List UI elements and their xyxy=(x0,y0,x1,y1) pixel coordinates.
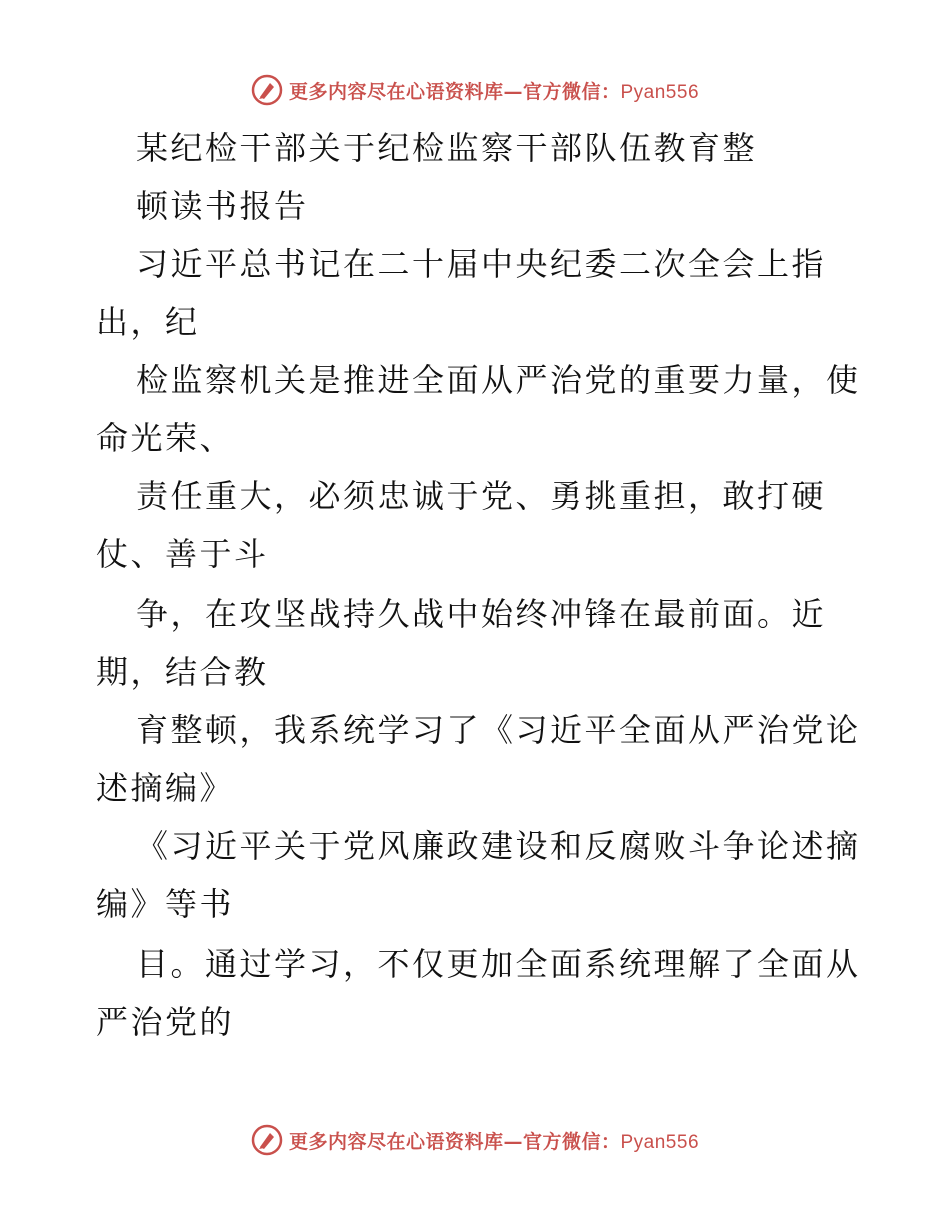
header-wechat-id: Pyan556 xyxy=(620,81,700,103)
paragraph-line: 述摘编》 xyxy=(96,769,235,807)
paragraph-line: 争，在攻坚战持久战中始终冲锋在最前面。近 xyxy=(136,595,827,633)
paragraph-line: 目。通过学习，不仅更加全面系统理解了全面从 xyxy=(136,945,861,983)
paragraph-line: 期，结合教 xyxy=(96,653,269,691)
pen-nib-seal-icon xyxy=(251,74,283,106)
title-line-1: 某纪检干部关于纪检监察干部队伍教育整 xyxy=(136,129,758,167)
paragraph-line: 习近平总书记在二十届中央纪委二次全会上指 xyxy=(136,245,827,283)
paragraph-line: 命光荣、 xyxy=(96,419,235,457)
title-line-2: 顿读书报告 xyxy=(136,187,309,225)
paragraph-line: 出，纪 xyxy=(96,303,200,341)
paragraph-line: 仗、善于斗 xyxy=(96,535,269,573)
header-banner xyxy=(0,70,950,110)
footer-wechat-id: Pyan556 xyxy=(620,1131,700,1153)
paragraph-line: 编》等书 xyxy=(96,885,235,923)
paragraph-line: 《习近平关于党风廉政建设和反腐败斗争论述摘 xyxy=(136,827,861,865)
paragraph-line: 育整顿，我系统学习了《习近平全面从严治党论 xyxy=(136,711,861,749)
pen-nib-seal-icon xyxy=(251,1124,283,1156)
paragraph-line: 严治党的 xyxy=(96,1003,235,1041)
paragraph-line: 检监察机关是推进全面从严治党的重要力量，使 xyxy=(136,361,861,399)
footer-banner xyxy=(0,1120,950,1160)
header-banner-label: 更多内容尽在心语资料库—官方微信： xyxy=(288,80,621,103)
paragraph-line: 责任重大，必须忠诚于党、勇挑重担，敢打硬 xyxy=(136,477,827,515)
header-banner-text xyxy=(289,77,699,104)
footer-banner-label: 更多内容尽在心语资料库—官方微信： xyxy=(288,1130,621,1153)
footer-banner-text xyxy=(289,1127,699,1154)
